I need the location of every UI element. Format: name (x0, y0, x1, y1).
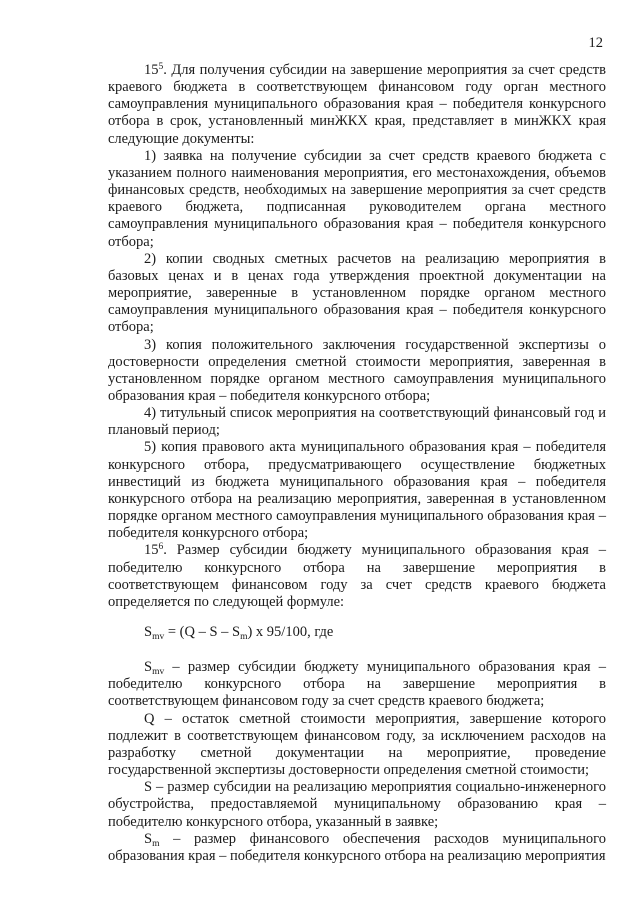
clause-superscript: 6 (158, 542, 164, 553)
definition-text: – размер финансового обеспечения расходов муниципального образования края – победителя конкурсного отбора на реализацию мероприятия (108, 830, 606, 864)
list-item-1: 1) заявка на получение субсидии за счет средств краевого бюджета с указанием полного наименования мероприятия, его местонахождения, объемов финансовых средств, необходимых на завершение мероприятия за счет средств краевого бюджета, подписанная руководителем органа местного самоуправления муниципального образования края – победителя конкурсного отбора; (108, 147, 606, 250)
definition-symbol: S (144, 830, 153, 847)
formula-symbol: S (144, 624, 153, 640)
paragraph-15-6 (108, 542, 606, 611)
definition-subscript: mv (152, 667, 165, 678)
list-item-5: 5) копия правового акта муниципального образования края – победителя конкурсного отбора, предусматривающего осуществление бюджетных инвестиций из бюджета муниципального образования края – победителя конкурсного отбора на реализацию мероприятия, заверенная в установленном порядке органом местного самоуправления муниципального образования края – победителя конкурсного отбора; (108, 439, 606, 542)
formula-subscript: m (240, 632, 248, 642)
definition-text: – размер субсидии бюджету муниципального образования края – победителю конкурсного отбора на завершение мероприятия в соответствующем финансовом году за счет средств краевого бюджета; (108, 659, 606, 710)
clause-superscript: 5 (158, 62, 164, 72)
formula-tail: ) x 95/100, где (247, 624, 334, 640)
paragraph-text: . Для получения субсидии на завершение мероприятия за счет средств краевого бюджета в соответствующем финансовом году орган местного самоуправления муниципального образования края – победителя конкурсного отбора в срок, установленный минЖКХ края, представляет в минЖКХ края следующие документы: (108, 62, 606, 147)
formula-subscript: mv (152, 632, 165, 642)
list-item-3: 3) копия положительного заключения государственной экспертизы о достоверности определения сметной стоимости мероприятия, заверенная в установленном порядке органом местного самоуправления муниципального образования края – победителя конкурсного отбора; (108, 336, 606, 404)
definition-s: S – размер субсидии на реализацию мероприятия социально-инженерного обустройства, предоставляемой муниципальному образованию края – победителю конкурсного отбора, указанный в заявке; (108, 779, 606, 830)
clause-number: 15 (144, 542, 159, 559)
definition-smv (108, 659, 606, 710)
list-item-2: 2) копии сводных сметных расчетов на реализацию мероприятия в базовых ценах и в ценах года утверждения проектной документации на мероприятие, заверенные в установленном порядке органом местного самоуправления муниципального образования края – победителя конкурсного отбора; (108, 250, 606, 336)
definition-q: Q – остаток сметной стоимости мероприятия, завершение которого подлежит в соответствующем финансовом году, за исключением расходов на разработку сметной документации на мероприятие, проведение государственной экспертизы достоверности определения сметной стоимости; (108, 710, 606, 779)
formula-expression: = (Q – S – S (164, 624, 241, 640)
formula (108, 624, 606, 641)
definition-symbol: S (144, 659, 153, 676)
definition-sm (108, 831, 606, 865)
definition-subscript: m (152, 838, 160, 849)
paragraph-15-5 (108, 62, 606, 148)
document-body (108, 62, 606, 865)
paragraph-text: . Размер субсидии бюджету муниципального образования края – победителю конкурсного отбора на завершение мероприятия в соответствующем финансовом году за счет средств краевого бюджета определяется по следующей формуле: (108, 542, 606, 610)
page-number: 12 (588, 35, 603, 51)
list-item-4: 4) титульный список мероприятия на соответствующий финансовый год и плановый период; (108, 405, 606, 439)
clause-number: 15 (144, 62, 159, 78)
